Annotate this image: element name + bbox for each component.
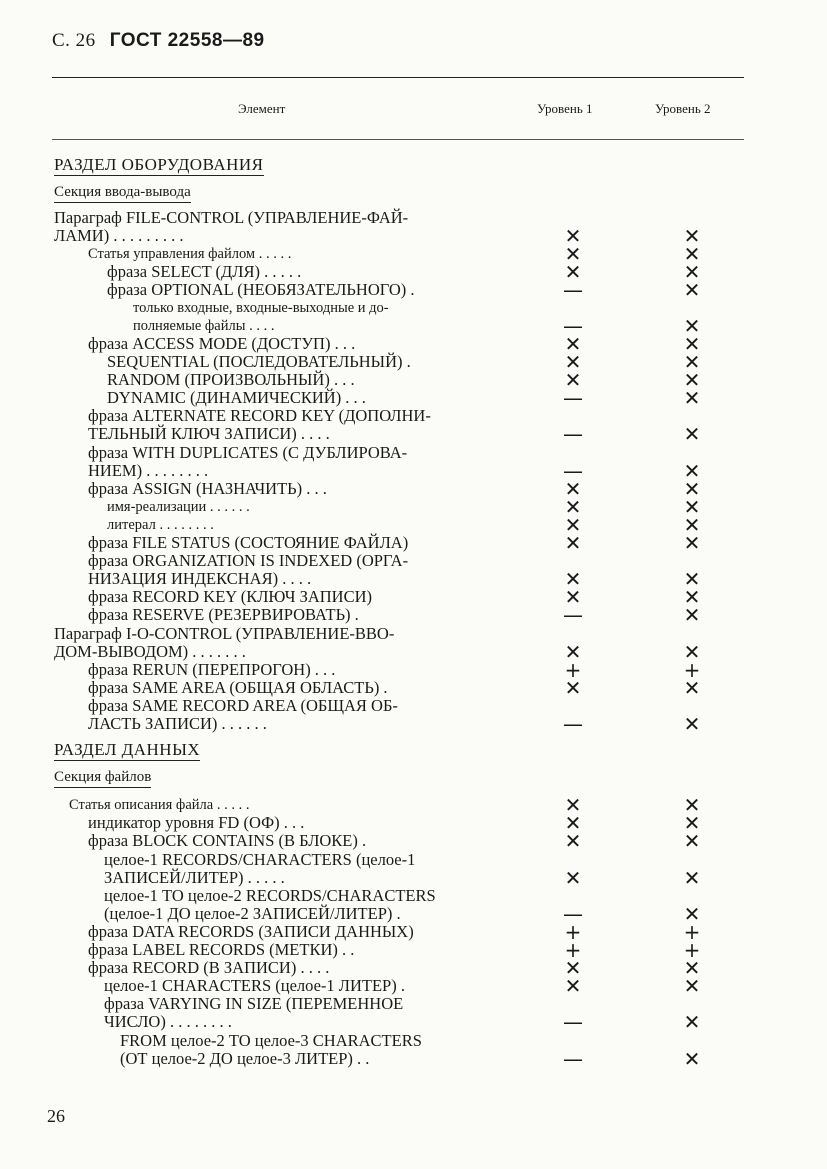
level1-mark: ✕: [564, 640, 582, 664]
level1-mark: ✕: [564, 866, 582, 890]
table-row: [0, 920, 827, 944]
element-text: фраза ASSIGN (НАЗНАЧИТЬ) . . .: [88, 479, 327, 498]
level1-mark: —: [563, 902, 583, 926]
level2-mark: ✕: [683, 811, 701, 835]
element-text: ТЕЛЬНЫЙ КЛЮЧ ЗАПИСИ) . . . .: [88, 424, 330, 443]
level1-mark: —: [563, 278, 583, 302]
table-row: [0, 531, 827, 555]
level2-mark: ✕: [683, 459, 701, 483]
level2-mark: ✕: [683, 386, 701, 410]
level2-mark: ✕: [683, 350, 701, 374]
element-text: Статья описания файла . . . . .: [69, 797, 250, 813]
level2-mark: ✕: [683, 477, 701, 501]
level1-mark: +: [564, 938, 582, 962]
level2-mark: ✕: [683, 1047, 701, 1071]
element-text: Параграф FILE-CONTROL (УПРАВЛЕНИЕ-ФАЙ-: [54, 208, 409, 227]
level1-mark: —: [563, 422, 583, 446]
level2-mark: ✕: [683, 368, 701, 392]
element-text: полняемые файлы . . . .: [133, 318, 275, 334]
table-row: [0, 242, 827, 266]
table-row: [0, 1032, 827, 1050]
table-row: [0, 477, 827, 501]
level2-mark: ✕: [683, 640, 701, 664]
table-row: [0, 974, 827, 998]
table-row: [0, 829, 827, 853]
page-header: [52, 30, 265, 52]
table-row: [0, 712, 827, 736]
element-text: SEQUENTIAL (ПОСЛЕДОВАТЕЛЬНЫЙ) .: [107, 352, 411, 371]
level1-mark: ✕: [564, 567, 582, 591]
table-row: [0, 260, 827, 284]
level1-mark: ✕: [564, 811, 582, 835]
level1-mark: ✕: [564, 332, 582, 356]
level2-mark: ✕: [683, 603, 701, 627]
level2-mark: ✕: [683, 974, 701, 998]
table-row: [0, 368, 827, 392]
element-text: Секция ввода-вывода: [54, 183, 191, 203]
element-text: (целое-1 ДО целое-2 ЗАПИСЕЙ/ЛИТЕР) .: [104, 904, 401, 923]
level2-mark: +: [683, 938, 701, 962]
level1-mark: ✕: [564, 350, 582, 374]
table-row: [0, 299, 827, 317]
element-text: фраза ACCESS MODE (ДОСТУП) . . .: [88, 334, 356, 353]
level1-mark: ✕: [564, 531, 582, 555]
table-row: [0, 1047, 827, 1071]
element-text: только входные, входные-выходные и до-: [133, 300, 389, 316]
level1-mark: ✕: [564, 829, 582, 853]
page-ref: С. 26: [52, 30, 96, 51]
table-row: [0, 422, 827, 446]
element-text: DYNAMIC (ДИНАМИЧЕСКИЙ) . . .: [107, 388, 366, 407]
table-row: [0, 224, 827, 248]
table-row: [0, 793, 827, 817]
element-text: ЧИСЛО) . . . . . . . .: [104, 1012, 232, 1031]
element-text: целое-1 CHARACTERS (целое-1 ЛИТЕР) .: [104, 976, 405, 995]
level1-mark: —: [563, 314, 583, 338]
element-text: фраза SAME AREA (ОБЩАЯ ОБЛАСТЬ) .: [88, 678, 388, 697]
level2-mark: ✕: [683, 676, 701, 700]
element-text: фраза ALTERNATE RECORD KEY (ДОПОЛНИ-: [88, 406, 431, 425]
element-text: ДОМ-ВЫВОДОМ) . . . . . . .: [54, 642, 246, 661]
table-row: [0, 625, 827, 643]
table-row: [0, 350, 827, 374]
level1-mark: ✕: [564, 974, 582, 998]
element-text: фраза RERUN (ПЕРЕПРОГОН) . . .: [88, 660, 336, 679]
table-row: [0, 658, 827, 682]
table-row: [0, 887, 827, 905]
table-row: [0, 567, 827, 591]
standard-code: ГОСТ 22558—89: [109, 30, 265, 51]
level2-mark: ✕: [683, 567, 701, 591]
table-row: [0, 1010, 827, 1034]
element-text: имя-реализации . . . . . .: [107, 499, 250, 515]
table-row: [0, 209, 827, 227]
level1-mark: —: [563, 386, 583, 410]
table-row: [0, 278, 827, 302]
table-row: [0, 697, 827, 715]
level2-mark: ✕: [683, 829, 701, 853]
table-row: [0, 938, 827, 962]
element-text: Секция файлов: [54, 768, 151, 788]
level2-mark: ✕: [683, 242, 701, 266]
table-row: [0, 995, 827, 1013]
table-row: [0, 183, 827, 201]
level1-mark: —: [563, 712, 583, 736]
level2-mark: ✕: [683, 793, 701, 817]
level2-mark: ✕: [683, 278, 701, 302]
level1-mark: ✕: [564, 242, 582, 266]
element-text: индикатор уровня FD (ОФ) . . .: [88, 813, 305, 832]
col-level2-header: Уровень 2: [655, 101, 711, 116]
level1-mark: +: [564, 920, 582, 944]
level1-mark: ✕: [564, 513, 582, 537]
element-text: фраза BLOCK CONTAINS (В БЛОКЕ) .: [88, 831, 367, 850]
element-text: РАЗДЕЛ ОБОРУДОВАНИЯ: [54, 155, 264, 174]
table-row: [0, 407, 827, 425]
level2-mark: ✕: [683, 712, 701, 736]
table-row: [0, 552, 827, 570]
table-row: [0, 513, 827, 537]
table-row: [0, 851, 827, 869]
element-text: фраза WITH DUPLICATES (С ДУБЛИРОВА-: [88, 443, 408, 462]
element-text: фраза LABEL RECORDS (МЕТКИ) . .: [88, 940, 355, 959]
element-text: НИЕМ) . . . . . . . .: [88, 461, 209, 480]
level1-mark: —: [563, 603, 583, 627]
level1-mark: ✕: [564, 477, 582, 501]
level1-mark: —: [563, 1047, 583, 1071]
level2-mark: ✕: [683, 585, 701, 609]
level1-mark: ✕: [564, 368, 582, 392]
col-element-header: Элемент: [238, 101, 286, 116]
level1-mark: —: [563, 1010, 583, 1034]
element-text: RANDOM (ПРОИЗВОЛЬНЫЙ) . . .: [107, 370, 355, 389]
level2-mark: ✕: [683, 495, 701, 519]
element-text: ЛАСТЬ ЗАПИСИ) . . . . . .: [88, 714, 267, 733]
element-text: НИЗАЦИЯ ИНДЕКСНАЯ) . . . .: [88, 569, 312, 588]
level1-mark: +: [564, 658, 582, 682]
element-text: ЛАМИ) . . . . . . . . .: [54, 226, 184, 245]
element-text: фраза DATA RECORDS (ЗАПИСИ ДАННЫХ): [88, 922, 414, 941]
level1-mark: ✕: [564, 495, 582, 519]
level1-mark: —: [563, 459, 583, 483]
element-text: Статья управления файлом . . . . .: [88, 246, 292, 262]
element-text: фраза SELECT (ДЛЯ) . . . . .: [107, 262, 302, 281]
table-row: [0, 741, 827, 759]
level2-mark: ✕: [683, 332, 701, 356]
col-level1-header: Уровень 1: [537, 101, 593, 116]
table-head-rule: [52, 139, 744, 140]
element-text: целое-1 TO целое-2 RECORDS/CHARACTERS: [104, 886, 436, 905]
table-row: [0, 444, 827, 462]
level2-mark: ✕: [683, 224, 701, 248]
element-text: фраза FILE STATUS (СОСТОЯНИЕ ФАЙЛА): [88, 533, 409, 552]
level1-mark: ✕: [564, 793, 582, 817]
table-row: [0, 956, 827, 980]
element-text: FROM целое-2 TO целое-3 CHARACTERS: [120, 1031, 422, 1050]
table-row: [0, 902, 827, 926]
level2-mark: ✕: [683, 513, 701, 537]
level2-mark: ✕: [683, 956, 701, 980]
level2-mark: ✕: [683, 531, 701, 555]
table-row: [0, 640, 827, 664]
level2-mark: +: [683, 920, 701, 944]
level2-mark: ✕: [683, 866, 701, 890]
table-row: [0, 314, 827, 338]
table-row: [0, 866, 827, 890]
page-number: 26: [47, 1106, 65, 1126]
level2-mark: +: [683, 658, 701, 682]
table-row: [0, 585, 827, 609]
element-text: фраза SAME RECORD AREA (ОБЩАЯ ОБ-: [88, 696, 398, 715]
table-row: [0, 768, 827, 786]
table-row: [0, 603, 827, 627]
level1-mark: ✕: [564, 956, 582, 980]
element-text: (ОТ целое-2 ДО целое-3 ЛИТЕР) . .: [120, 1049, 370, 1068]
level2-mark: ✕: [683, 260, 701, 284]
element-text: литерал . . . . . . . .: [107, 517, 214, 533]
table-row: [0, 459, 827, 483]
element-text: РАЗДЕЛ ДАННЫХ: [54, 740, 201, 759]
table-row: [0, 386, 827, 410]
level1-mark: ✕: [564, 676, 582, 700]
element-text: фраза RECORD (В ЗАПИСИ) . . . .: [88, 958, 330, 977]
element-text: ЗАПИСЕЙ/ЛИТЕР) . . . . .: [104, 868, 285, 887]
element-text: Параграф I-O-CONTROL (УПРАВЛЕНИЕ-ВВО-: [54, 624, 395, 643]
table-row: [0, 495, 827, 519]
level2-mark: ✕: [683, 314, 701, 338]
element-text: фраза RECORD KEY (КЛЮЧ ЗАПИСИ): [88, 587, 373, 606]
level1-mark: ✕: [564, 224, 582, 248]
element-text: фраза ORGANIZATION IS INDEXED (ОРГА-: [88, 551, 409, 570]
level2-mark: ✕: [683, 422, 701, 446]
table-row: [0, 332, 827, 356]
element-text: фраза RESERVE (РЕЗЕРВИРОВАТЬ) .: [88, 605, 359, 624]
element-text: фраза OPTIONAL (НЕОБЯЗАТЕЛЬНОГО) .: [107, 280, 415, 299]
table-row: [0, 676, 827, 700]
element-text: целое-1 RECORDS/CHARACTERS (целое-1: [104, 850, 416, 869]
level2-mark: ✕: [683, 902, 701, 926]
level1-mark: ✕: [564, 260, 582, 284]
level1-mark: ✕: [564, 585, 582, 609]
table-row: [0, 811, 827, 835]
element-text: фраза VARYING IN SIZE (ПЕРЕМЕННОЕ: [104, 994, 404, 1013]
level2-mark: ✕: [683, 1010, 701, 1034]
header-rule: [52, 77, 744, 78]
table-row: [0, 156, 827, 174]
